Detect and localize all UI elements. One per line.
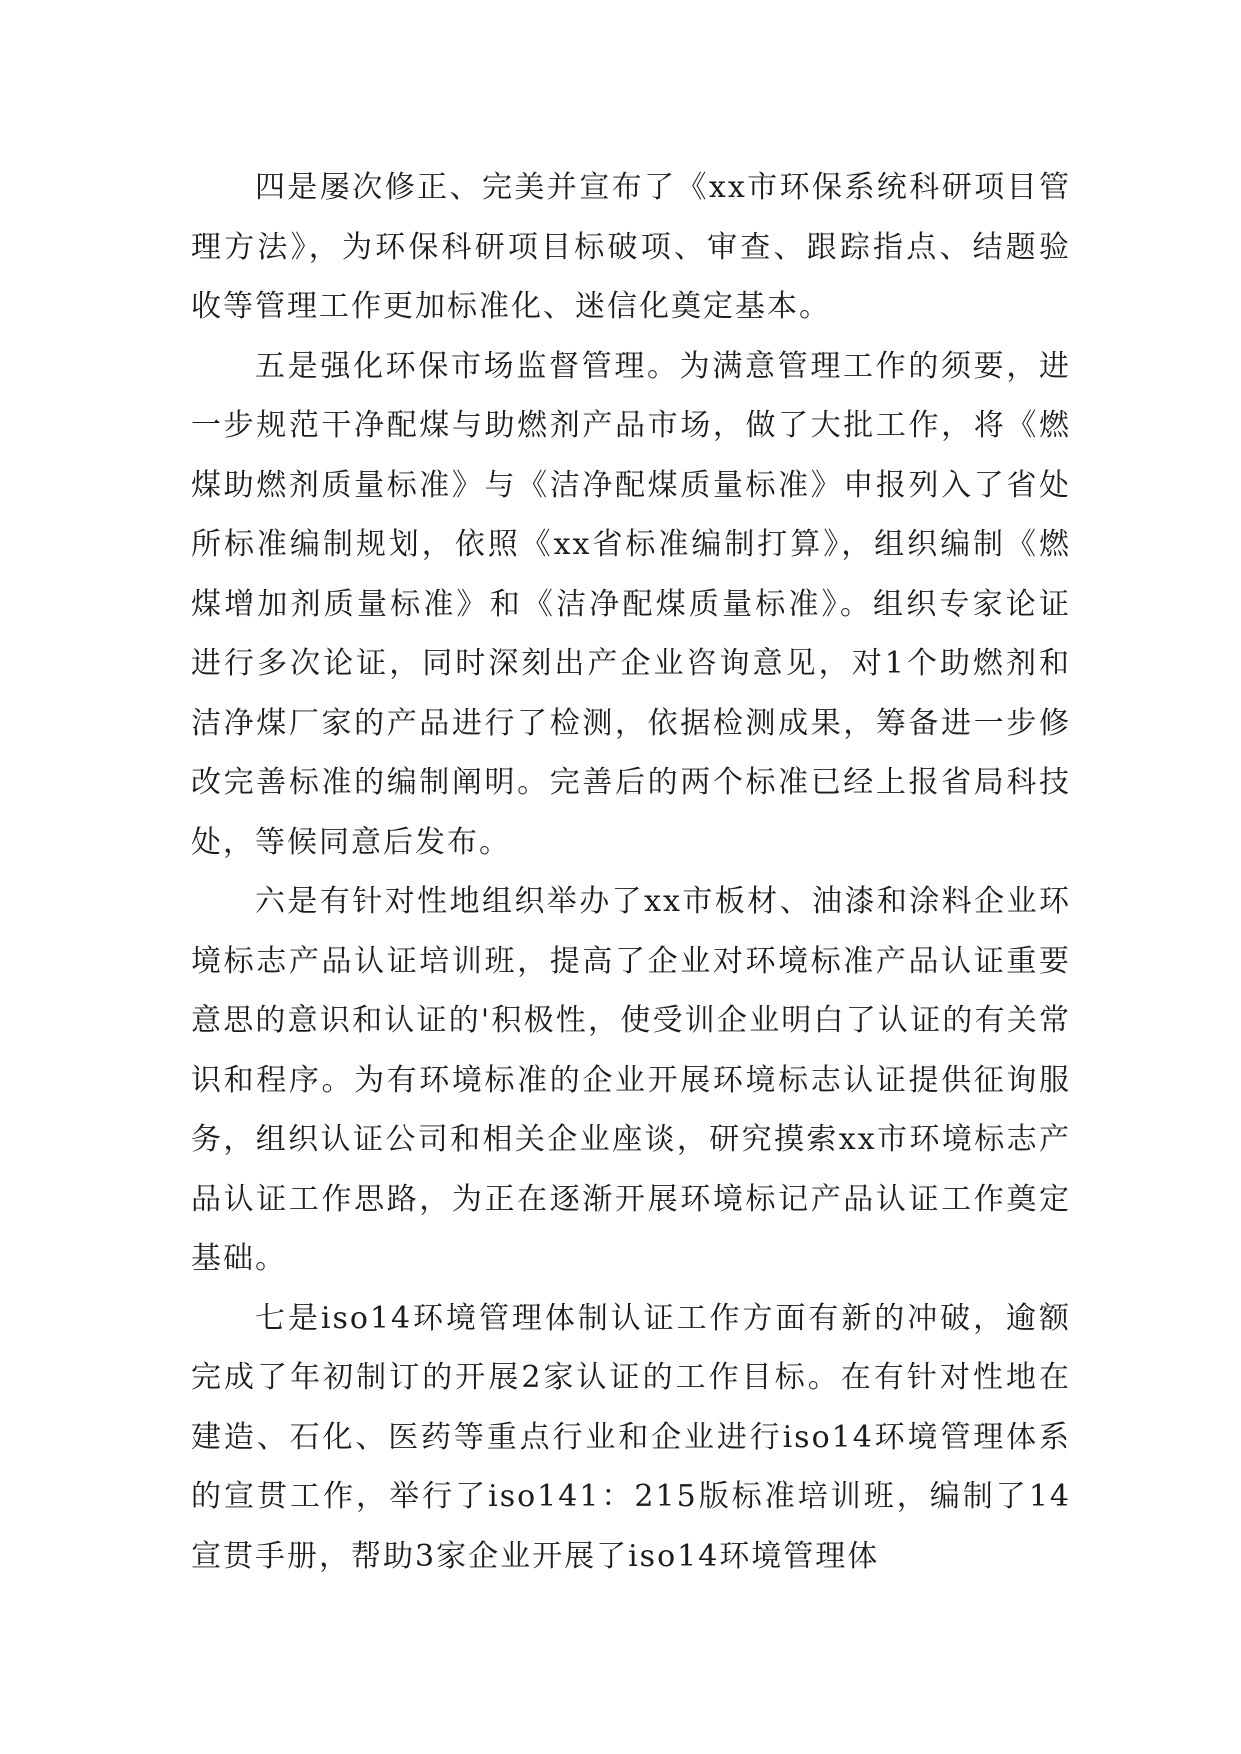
- paragraph-item-7: 七是iso14环境管理体制认证工作方面有新的冲破，逾额完成了年初制订的开展2家认证的工作目标。在有针对性地在建造、石化、医药等重点行业和企业进行iso14环境管理体系的宣贯工作，举行了iso141：215版标准培训班，编制了14宣贯手册，帮助3家企业开展了iso14环境管理体: [191, 1300, 1071, 1574]
- paragraph-item-6: 六是有针对性地组织举办了xx市板材、油漆和涂料企业环境标志产品认证培训班，提高了企业对环境标准产品认证重要意思的意识和认证的'积极性，使受训企业明白了认证的有关常识和程序。为有环境标准的企业开展环境标志认证提供征询服务，组织认证公司和相关企业座谈，研究摸索xx市环境标志产品认证工作思路，为正在逐渐开展环境标记产品认证工作奠定基础。: [191, 884, 1071, 1276]
- paragraph-item-5: 五是强化环保市场监督管理。为满意管理工作的须要，进一步规范干净配煤与助燃剂产品市场，做了大批工作，将《燃煤助燃剂质量标准》与《洁净配煤质量标准》申报列入了省处所标准编制规划，依照《xx省标准编制打算》，组织编制《燃煤增加剂质量标准》和《洁净配煤质量标准》。组织专家论证进行多次论证，同时深刻出产企业咨询意见，对1个助燃剂和洁净煤厂家的产品进行了检测，依据检测成果，筹备进一步修改完善标准的编制阐明。完善后的两个标准已经上报省局科技处，等候同意后发布。: [191, 348, 1071, 860]
- paragraph-item-4: 四是屡次修正、完美并宣布了《xx市环保系统科研项目管理方法》，为环保科研项目标破项、审查、跟踪指点、结题验收等管理工作更加标准化、迷信化奠定基本。: [191, 170, 1071, 324]
- document-body: [191, 158, 1071, 1586]
